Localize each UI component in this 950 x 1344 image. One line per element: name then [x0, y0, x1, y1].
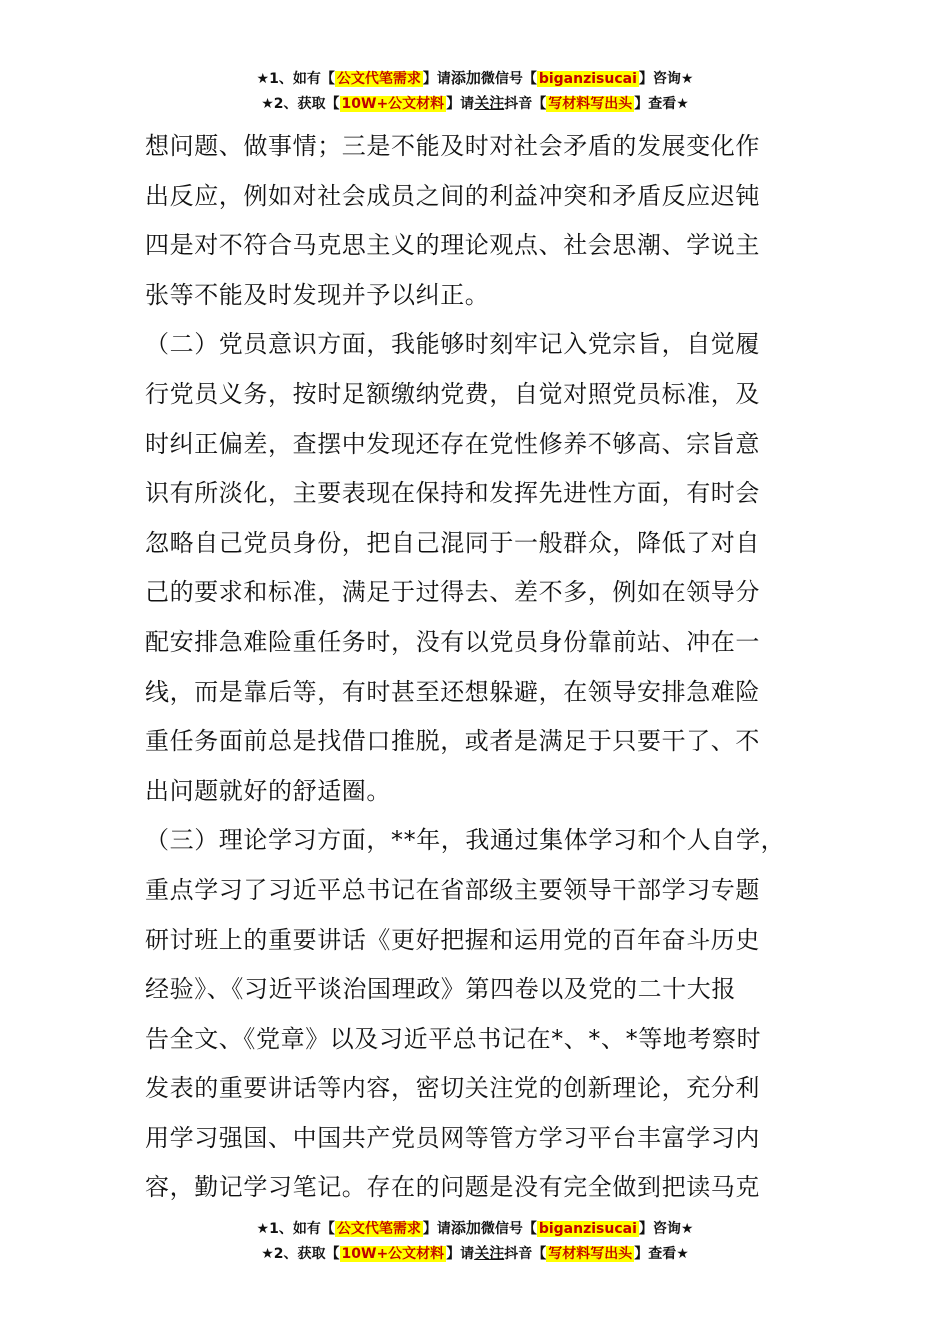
banner-line-1	[0, 66, 950, 91]
star-icon: ★	[256, 71, 270, 87]
banner-text: 微信号【	[480, 71, 537, 87]
banner-text: 微信号【	[480, 1221, 537, 1237]
highlight-douyin: 写材料写出头	[548, 96, 633, 112]
banner-line-2	[0, 1241, 950, 1266]
text-line: 容，勤记学习笔记。存在的问题是没有完全做到把读马克	[145, 1173, 760, 1202]
banner-text: 1、如有【	[269, 71, 335, 87]
text-line: 线，而是靠后等，有时甚至还想躲避，在领导安排急难险	[145, 677, 760, 706]
banner-text: 】咨询★	[638, 1221, 694, 1237]
text-line: （二）党员意识方面，我能够时刻牢记入党宗旨，自觉履	[145, 330, 760, 359]
banner-emphasis: 关注	[474, 94, 505, 112]
banner-line-2	[0, 91, 950, 116]
banner-text: 】咨询★	[638, 71, 694, 87]
text-line: 想问题、做事情；三是不能及时对社会矛盾的发展变化作	[145, 132, 760, 160]
banner-text: 2、获取【	[273, 1246, 340, 1262]
footer-banner	[0, 1216, 950, 1266]
banner-text: 】请	[446, 1246, 475, 1262]
banner-emphasis: 添加	[450, 1219, 481, 1237]
banner-text: 】请	[422, 1221, 451, 1237]
text-line: 研讨班上的重要讲话《更好把握和运用党的百年奋斗历史	[145, 925, 760, 954]
text-line: 己的要求和标准，满足于过得去、差不多，例如在领导分	[145, 578, 760, 607]
banner-line-1	[0, 1216, 950, 1241]
text-line: 告全文、《党章》以及习近平总书记在*、*、*等地考察时	[145, 1024, 762, 1053]
text-line: 四是对不符合马克思主义的理论观点、社会思潮、学说主	[145, 231, 760, 260]
text-line: 识有所淡化，主要表现在保持和发挥先进性方面，有时会	[145, 479, 760, 508]
star-icon: ★	[261, 96, 274, 112]
banner-text: 】查看★	[634, 1246, 689, 1262]
text-line: 重任务面前总是找借口推脱，或者是满足于只要干了、不	[145, 727, 760, 756]
text-line: 配安排急难险重任务时，没有以党员身份靠前站、冲在一	[145, 627, 760, 656]
banner-emphasis: 添加	[450, 69, 481, 87]
text-line: 张等不能及时发现并予以纠正。	[145, 280, 490, 309]
text-line: 重点学习了习近平总书记在省部级主要领导干部学习专题	[145, 875, 760, 904]
highlight-douyin: 写材料写出头	[548, 1246, 633, 1262]
banner-emphasis: 关注	[474, 1244, 505, 1262]
text-line: 经验》、《习近平谈治国理政》第四卷以及党的二十大报	[145, 975, 736, 1004]
star-icon: ★	[261, 1246, 274, 1262]
banner-text: 抖音【	[504, 1246, 547, 1262]
highlight-wechat-id: biganzisucai	[538, 1221, 637, 1237]
header-banner	[0, 66, 950, 116]
highlight-materials: 10W+公文材料	[341, 1246, 445, 1262]
text-line: 出问题就好的舒适圈。	[145, 776, 391, 805]
banner-text: 1、如有【	[269, 1221, 335, 1237]
highlight-service: 公文代笔需求	[336, 1221, 421, 1237]
text-line: （三）理论学习方面，**年，我通过集体学习和个人自学，	[145, 826, 786, 855]
text-line: 行党员义务，按时足额缴纳党费，自觉对照党员标准，及	[145, 379, 760, 408]
text-line: 用学习强国、中国共产党员网等管方学习平台丰富学习内	[145, 1123, 760, 1152]
text-line: 出反应，例如对社会成员之间的利益冲突和矛盾反应迟钝	[145, 181, 760, 210]
text-line: 忽略自己党员身份，把自己混同于一般群众，降低了对自	[145, 528, 760, 557]
document-body	[145, 122, 835, 1213]
banner-text: 】请	[446, 96, 475, 112]
text-line: 时纠正偏差，查摆中发现还存在党性修养不够高、宗旨意	[145, 429, 760, 458]
text-line: 发表的重要讲话等内容，密切关注党的创新理论，充分利	[145, 1074, 760, 1103]
star-icon: ★	[256, 1221, 270, 1237]
banner-text: 】查看★	[634, 96, 689, 112]
banner-text: 抖音【	[504, 96, 547, 112]
highlight-materials: 10W+公文材料	[341, 96, 445, 112]
highlight-service: 公文代笔需求	[336, 71, 421, 87]
highlight-wechat-id: biganzisucai	[538, 71, 637, 87]
banner-text: 】请	[422, 71, 451, 87]
banner-text: 2、获取【	[273, 96, 340, 112]
